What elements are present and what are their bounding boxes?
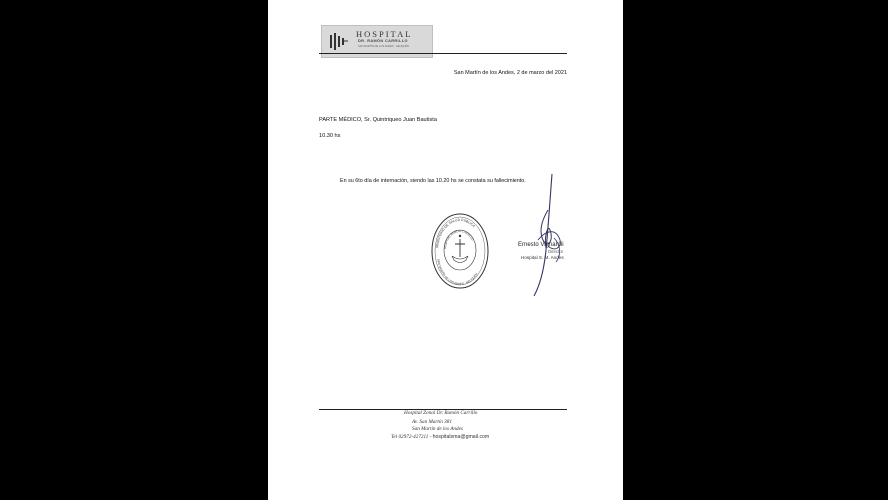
body-text: En su 6to día de internación, siendo las 10.20 hs se constata su fallecimiento. xyxy=(340,178,526,184)
official-seal xyxy=(430,212,490,290)
logo-bars-icon xyxy=(330,33,348,50)
handwritten-signature xyxy=(518,170,578,300)
time-line: 10.30 hs xyxy=(319,133,341,139)
logo-title: HOSPITAL xyxy=(356,29,413,39)
document-page xyxy=(268,0,623,500)
footer-line-1: Hospital Zonal Dr. Ramón Carrillo xyxy=(404,410,478,416)
signer-name: Ernesto Vignaroli xyxy=(518,242,564,248)
footer-email: hospitalsma@gmail.com xyxy=(432,434,490,440)
logo-subtitle: DR. RAMÓN CARRILLO xyxy=(358,39,408,43)
signer-place: Hospital S. M. Andes xyxy=(521,255,564,260)
seal-bottom-text: SAN MARTÍN DE LOS ANDES - NEUQUÉN xyxy=(436,258,479,287)
seal-outer-text: MINISTERIO DE SALUD PÚBLICA xyxy=(435,217,476,248)
footer-line-4 xyxy=(391,434,489,440)
subject-line: PARTE MÉDICO, Sr. Quintriqueo Juan Bautista xyxy=(319,117,437,123)
footer-phone: Tel 02972-427211 - xyxy=(391,434,432,440)
header-rule xyxy=(319,53,567,54)
seal-inner-text: HOSPITAL RAMÓN CARRILLO xyxy=(443,228,475,250)
logo-tagline: SAN MARTÍN DE LOS ANDES · NEUQUÉN xyxy=(358,45,409,48)
signer-role: Director xyxy=(548,249,564,254)
date-line: San Martín de los Andes, 2 de marzo del 2021 xyxy=(453,70,567,76)
footer-line-3: San Martín de los Andes xyxy=(412,426,463,432)
footer-line-2: Av. San Martín 381 xyxy=(412,419,452,425)
